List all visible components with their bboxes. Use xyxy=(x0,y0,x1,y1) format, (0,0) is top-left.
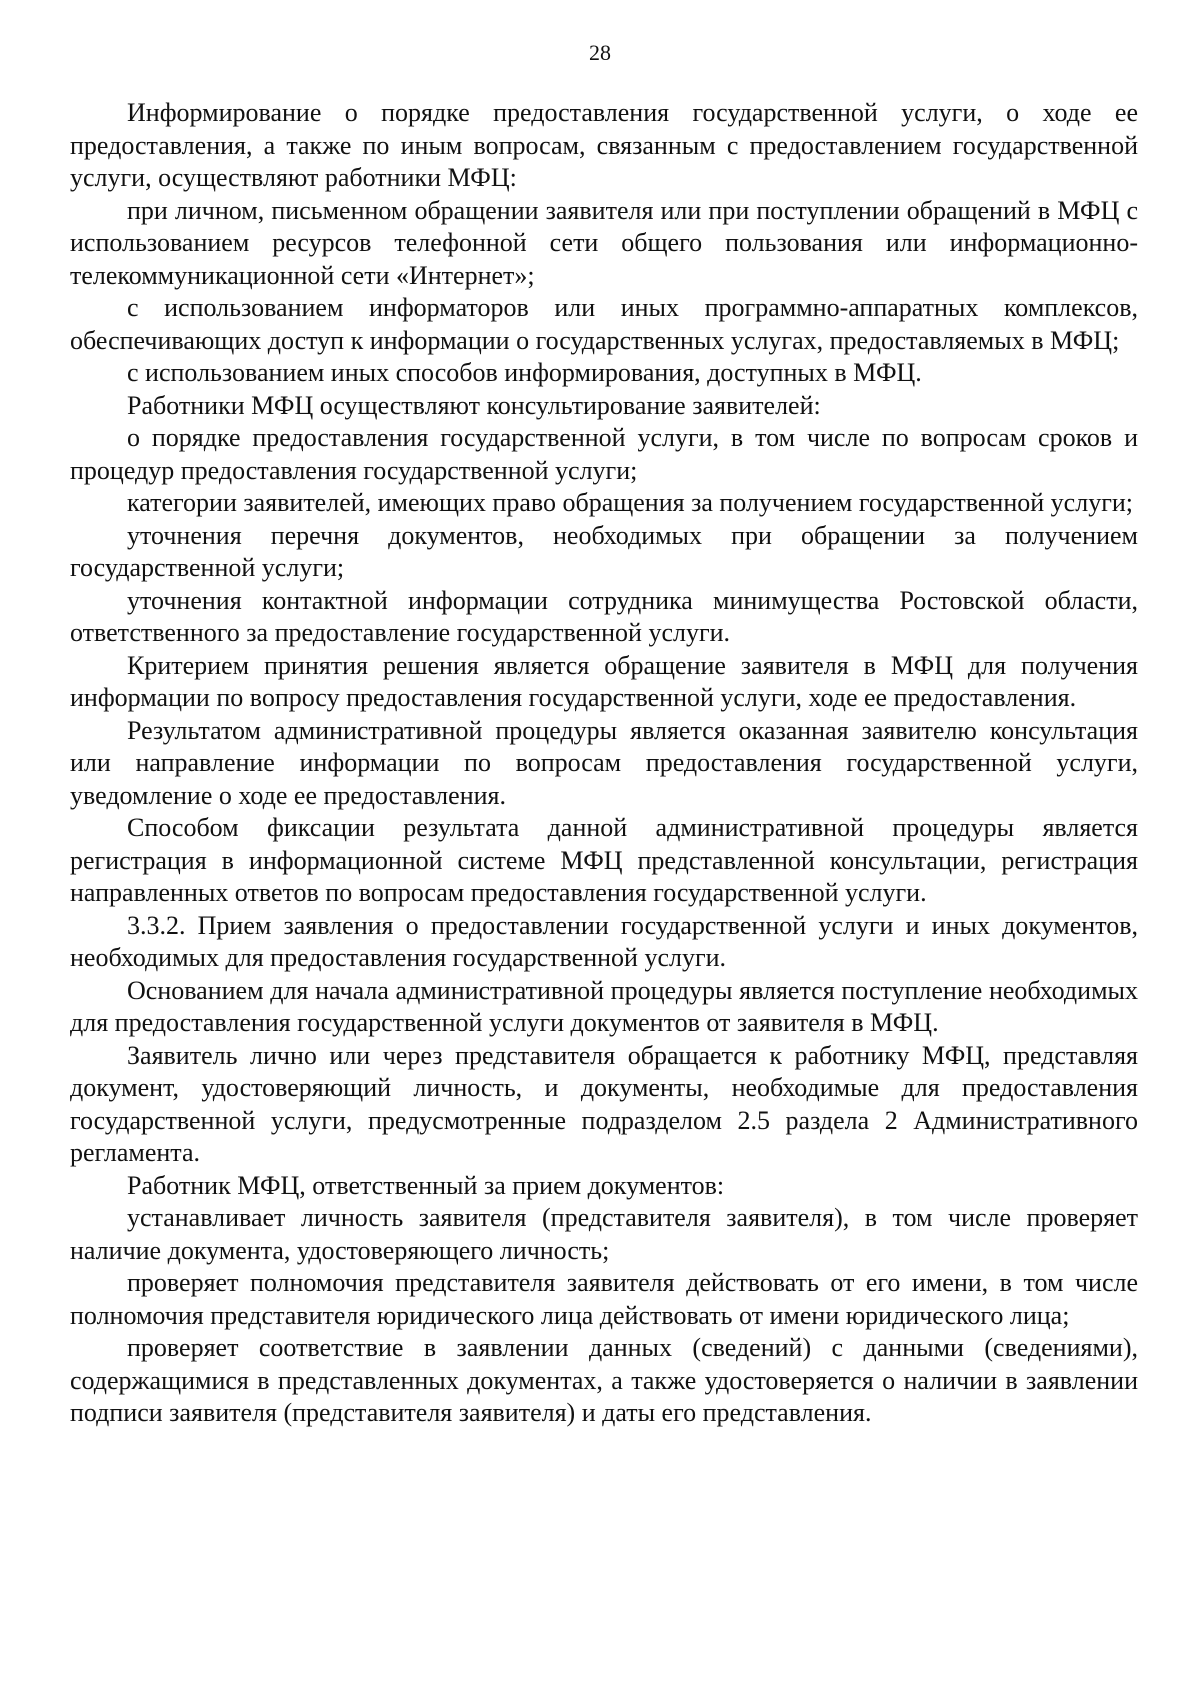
paragraph: Заявитель лично или через представителя обращается к работнику МФЦ, представляя документ, удостоверяющий личность, и документы, необходимые для предоставления государственной услуги, предусмотренные подразделом 2.5 раздела 2 Административного регламента. xyxy=(70,1040,1138,1167)
paragraph: Информирование о порядке предоставления государственной услуги, о ходе ее предоставления, а также по иным вопросам, связанным с предоставлением государственной услуги, осуществляют работники МФЦ: xyxy=(70,98,1138,192)
paragraph: уточнения контактной информации сотрудника минимущества Ростовской области, ответственного за предоставление государственной услуги. xyxy=(70,585,1138,647)
paragraph: о порядке предоставления государственной услуги, в том числе по вопросам сроков и процедур предоставления государственной услуги; xyxy=(70,423,1138,485)
paragraph: проверяет полномочия представителя заявителя действовать от его имени, в том числе полномочия представителя юридического лица действовать от имени юридического лица; xyxy=(70,1268,1138,1330)
paragraph: устанавливает личность заявителя (представителя заявителя), в том числе проверяет наличие документа, удостоверяющего личность; xyxy=(70,1203,1138,1265)
paragraph: категории заявителей, имеющих право обращения за получением государственной услуги; xyxy=(127,488,1133,517)
paragraph: Работник МФЦ, ответственный за прием документов: xyxy=(127,1170,725,1200)
paragraph: Способом фиксации результата данной административной процедуры является регистрация в информационной системе МФЦ представленной консультации, регистрация направленных ответов по вопросам предоставления государственной услуги. xyxy=(70,813,1138,907)
paragraph: при личном, письменном обращении заявителя или при поступлении обращений в МФЦ с использованием ресурсов телефонной сети общего пользования или информационно-телекоммуникационной сети «Интернет»; xyxy=(70,195,1138,290)
page-number: 28 xyxy=(589,40,611,65)
section-heading-3-3-2: 3.3.2. Прием заявления о предоставлении государственной услуги и иных документов, необходимых для предоставления государственной услуги. xyxy=(70,910,1138,972)
paragraph: Работники МФЦ осуществляют консультирование заявителей: xyxy=(127,390,821,420)
paragraph: с использованием иных способов информирования, доступных в МФЦ. xyxy=(127,358,922,387)
paragraph: Основанием для начала административной процедуры является поступление необходимых для предоставления государственной услуги документов от заявителя в МФЦ. xyxy=(70,975,1138,1037)
paragraph: уточнения перечня документов, необходимых при обращении за получением государственной услуги; xyxy=(70,520,1138,582)
paragraph: Результатом административной процедуры является оказанная заявителю консультация или направление информации по вопросам предоставления государственной услуги, уведомление о ходе ее предоставления. xyxy=(70,715,1138,810)
paragraph: Критерием принятия решения является обращение заявителя в МФЦ для получения информации по вопросу предоставления государственной услуги, ходе ее предоставления. xyxy=(70,650,1138,712)
document-body xyxy=(70,97,1138,1430)
paragraph: проверяет соответствие в заявлении данных (сведений) с данными (сведениями), содержащимися в представленных документах, а также удостоверяется о наличии в заявлении подписи заявителя (представителя заявителя) и даты его представления. xyxy=(70,1333,1138,1427)
paragraph: с использованием информаторов или иных программно-аппаратных комплексов, обеспечивающих доступ к информации о государственных услугах, предоставляемых в МФЦ; xyxy=(70,293,1138,355)
